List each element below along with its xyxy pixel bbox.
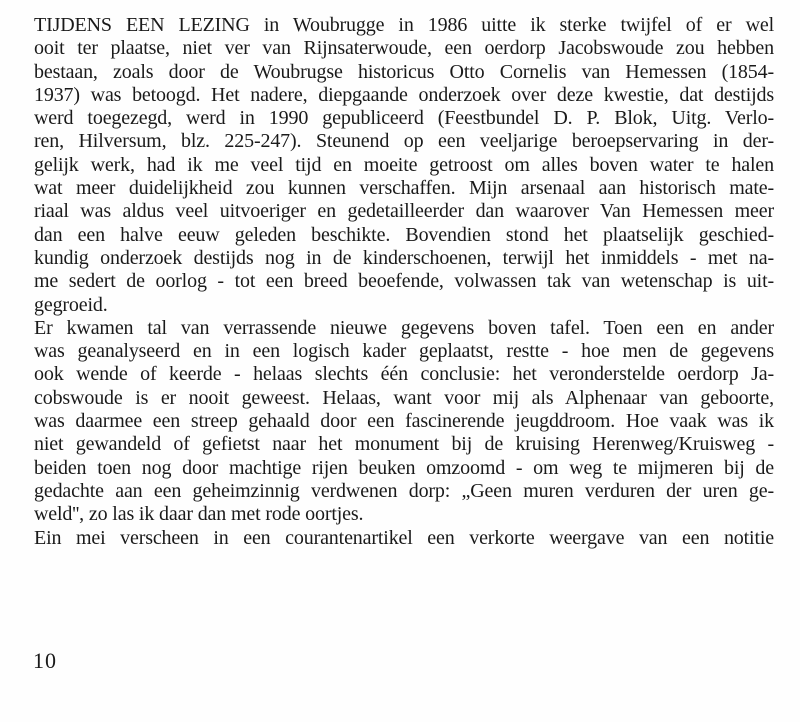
text-line: Ein mei verscheen in een courantenartikel een verkorte weergave van een notitie xyxy=(34,526,774,549)
text-line: Er kwamen tal van verrassende nieuwe gegevens boven tafel. Toen een en ander xyxy=(34,316,774,339)
paragraph-1 xyxy=(34,14,774,317)
paragraph-3 xyxy=(34,527,774,550)
text-line: dan een halve eeuw geleden beschikte. Bovendien stond het plaatselijk geschied- xyxy=(34,223,774,246)
text-line: weld'', zo las ik daar dan met rode oortjes. xyxy=(34,503,364,526)
text-line: kundig onderzoek destijds nog in de kinderschoenen, terwijl het inmiddels - met na- xyxy=(34,246,774,269)
text-line: beiden toen nog door machtige rijen beuken omzoomd - om weg te mijmeren bij de xyxy=(34,456,774,479)
text-line: riaal was aldus veel uitvoeriger en gedetailleerder dan waarover Van Hemessen meer xyxy=(34,200,774,223)
text-line: gegroeid. xyxy=(34,293,108,316)
text-line: gelijk werk, had ik me veel tijd en moeite getroost om alles boven water te halen xyxy=(34,153,774,176)
text-line: 1937) was betoogd. Het nadere, diepgaande onderzoek over deze kwestie, dat destijds xyxy=(34,83,774,106)
text-line: ooit ter plaatse, niet ver van Rijnsaterwoude, een oerdorp Jacobswoude zou hebben xyxy=(34,37,774,60)
page-number: 10 xyxy=(33,648,57,673)
text-line: bestaan, zoals door de Woubrugse historicus Otto Cornelis van Hemessen (1854- xyxy=(34,60,774,83)
text-line: was geanalyseerd en in een logisch kader geplaatst, restte - hoe men de gegevens xyxy=(34,340,774,363)
text-line: TIJDENS EEN LEZING in Woubrugge in 1986 uitte ik sterke twijfel of er wel xyxy=(34,14,774,36)
text-line: me sedert de oorlog - tot een breed beoefende, volwassen tak van wetenschap is uit- xyxy=(34,270,774,293)
body-text xyxy=(34,14,774,550)
text-line: ren, Hilversum, blz. 225-247). Steunend op een veeljarige beroepservaring in der- xyxy=(34,130,774,153)
text-line: werd toegezegd, werd in 1990 gepubliceerd (Feestbundel D. P. Blok, Uitg. Verlo- xyxy=(34,107,774,130)
text-line: wat meer duidelijkheid zou kunnen verschaffen. Mijn arsenaal aan historisch mate- xyxy=(34,177,774,200)
text-line: cobswoude is er nooit geweest. Helaas, want voor mij als Alphenaar van geboorte, xyxy=(34,386,774,409)
text-line: ook wende of keerde - helaas slechts één conclusie: het veronderstelde oerdorp Ja- xyxy=(34,363,774,386)
text-line: niet gewandeld of gefietst naar het monument bij de kruising Herenweg/Kruisweg - xyxy=(34,433,774,456)
paragraph-2 xyxy=(34,317,774,527)
text-line: was daarmee een streep gehaald door een fascinerende jeugddroom. Hoe vaak was ik xyxy=(34,410,774,433)
text-line: gedachte aan een geheimzinnig verdwenen dorp: „Geen muren verduren der uren ge- xyxy=(34,479,774,502)
